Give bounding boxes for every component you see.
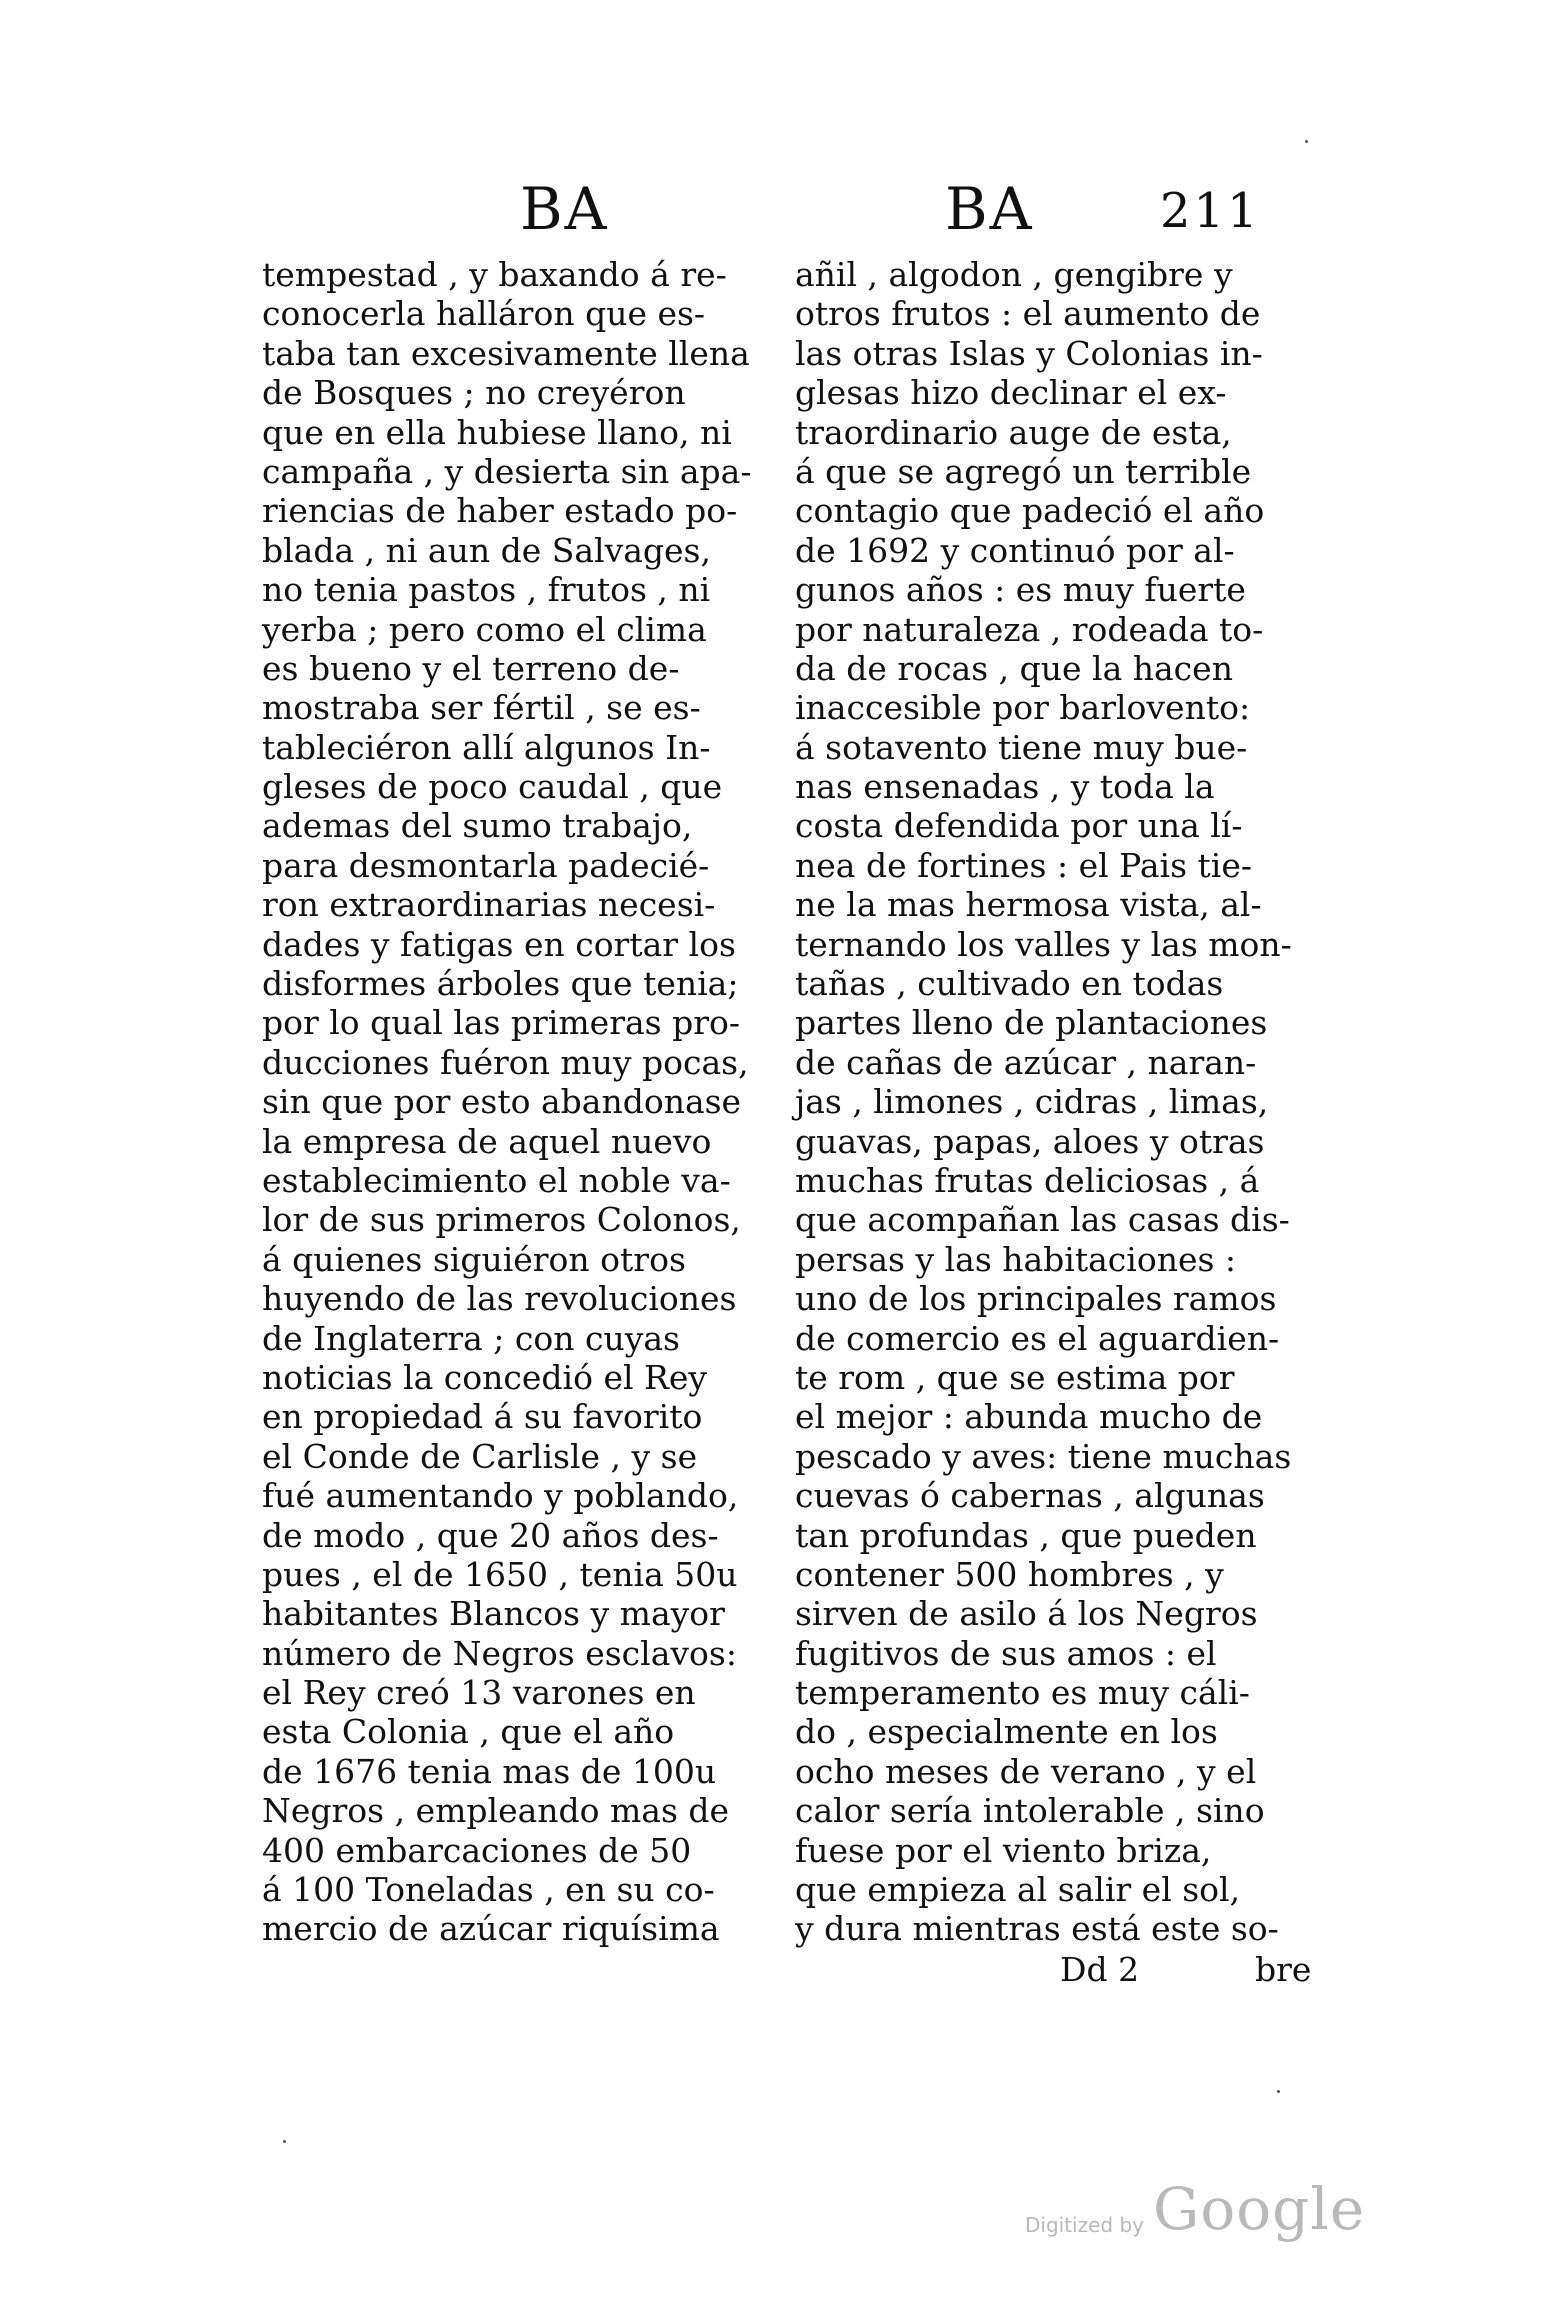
text-line: nea de fortines : el Pais tie- <box>795 845 1253 885</box>
text-line: do , especialmente en los <box>795 1712 1218 1752</box>
signature-mark: Dd 2 <box>1060 1950 1140 1989</box>
text-line: la empresa de aquel nuevo <box>262 1121 712 1161</box>
text-line: ducciones fuéron muy pocas, <box>262 1042 749 1082</box>
text-line: jas , limones , cidras , limas, <box>795 1082 1269 1122</box>
text-line: campaña , y desierta sin apa- <box>262 451 752 491</box>
right-running-head: BA <box>945 175 1034 243</box>
text-line: es bueno y el terreno de- <box>262 648 680 688</box>
text-line: persas y las habitaciones : <box>795 1239 1237 1279</box>
text-line: esta Colonia , que el año <box>262 1712 675 1752</box>
text-line: guavas, papas, aloes y otras <box>795 1121 1265 1161</box>
text-line: gunos años : es muy fuerte <box>795 570 1246 610</box>
text-line: taba tan excesivamente llena <box>262 333 750 373</box>
text-line: te rom , que se estima por <box>795 1357 1235 1397</box>
text-line: otros frutos : el aumento de <box>795 294 1261 334</box>
text-line: fuese por el viento briza, <box>795 1830 1212 1870</box>
text-line: calor sería intolerable , sino <box>795 1791 1265 1831</box>
text-line: disformes árboles que tenia; <box>262 964 739 1004</box>
text-line: partes lleno de plantaciones <box>795 1003 1268 1043</box>
text-line: Negros , empleando mas de <box>262 1791 730 1831</box>
text-line: da de rocas , que la hacen <box>795 648 1233 688</box>
text-line: dades y fatigas en cortar los <box>262 924 736 964</box>
text-line: temperamento es muy cáli- <box>795 1673 1250 1713</box>
text-line: sirven de asilo á los Negros <box>795 1594 1258 1634</box>
left-running-head: BA <box>520 175 609 243</box>
text-line: número de Negros esclavos: <box>262 1633 737 1673</box>
text-line: muchas frutas deliciosas , á <box>795 1160 1260 1200</box>
text-line: tañas , cultivado en todas <box>795 964 1224 1004</box>
text-line: de 1692 y continuó por al- <box>795 530 1235 570</box>
text-line: las otras Islas y Colonias in- <box>795 333 1263 373</box>
text-line: contagio que padeció el año <box>795 491 1265 531</box>
text-line: lor de sus primeros Colonos, <box>262 1200 741 1240</box>
text-line: fugitivos de sus amos : el <box>795 1633 1217 1673</box>
text-line: de Inglaterra ; con cuyas <box>262 1318 680 1358</box>
paper-speck <box>1277 2090 1280 2093</box>
text-line: sin que por esto abandonase <box>262 1082 742 1122</box>
text-line: noticias la concedió el Rey <box>262 1357 708 1397</box>
text-line: añil , algodon , gengibre y <box>795 255 1233 294</box>
text-line: el Conde de Carlisle , y se <box>262 1436 698 1476</box>
text-line: para desmontarla padecié- <box>262 845 710 885</box>
text-line: ne la mas hermosa vista, al- <box>795 885 1262 925</box>
text-line: establecimiento el noble va- <box>262 1160 731 1200</box>
text-line: por naturaleza , rodeada to- <box>795 609 1264 649</box>
text-line: de cañas de azúcar , naran- <box>795 1042 1257 1082</box>
text-line: de modo , que 20 años des- <box>262 1515 719 1555</box>
text-line: costa defendida por una lí- <box>795 806 1243 846</box>
text-line: riencias de haber estado po- <box>262 491 738 531</box>
text-line: no tenia pastos , frutos , ni <box>262 570 711 610</box>
text-line: ron extraordinarias necesi- <box>262 885 716 925</box>
text-line: de Bosques ; no creyéron <box>262 373 686 413</box>
text-line: pues , el de 1650 , tenia 50u <box>262 1554 738 1594</box>
text-line: que empieza al salir el sol, <box>795 1870 1241 1910</box>
text-line: ademas del sumo trabajo, <box>262 806 693 846</box>
text-line: ocho meses de verano , y el <box>795 1751 1257 1791</box>
text-line: por lo qual las primeras pro- <box>262 1003 740 1043</box>
text-line: inaccesible por barlovento: <box>795 688 1251 728</box>
right-text-column <box>795 255 1335 1949</box>
text-line: que acompañan las casas dis- <box>795 1200 1290 1240</box>
text-line: habitantes Blancos y mayor <box>262 1594 725 1634</box>
text-line: conocerla halláron que es- <box>262 294 706 334</box>
watermark-logo: Google <box>1153 2175 1366 2243</box>
text-line: en propiedad á su favorito <box>262 1397 703 1437</box>
catchword: bre <box>1255 1950 1312 1989</box>
paper-speck <box>283 2140 286 2143</box>
running-header <box>0 175 1551 255</box>
text-line: 400 embarcaciones de 50 <box>262 1830 692 1870</box>
left-text-column <box>262 255 792 1949</box>
text-line: de comercio es el aguardien- <box>795 1318 1280 1358</box>
text-line: tan profundas , que pueden <box>795 1515 1257 1555</box>
text-line: mercio de azúcar riquísima <box>262 1909 720 1949</box>
text-line: á sotavento tiene muy bue- <box>795 727 1248 767</box>
text-line: nas ensenadas , y toda la <box>795 767 1215 807</box>
text-line: mostraba ser fértil , se es- <box>262 688 701 728</box>
text-line: traordinario auge de esta, <box>795 412 1232 452</box>
text-line: yerba ; pero como el clima <box>262 609 707 649</box>
text-line: contener 500 hombres , y <box>795 1554 1224 1594</box>
page-number: 211 <box>1160 183 1261 239</box>
text-line: tableciéron allí algunos In- <box>262 727 711 767</box>
text-line: á que se agregó un terrible <box>795 451 1252 491</box>
text-line: uno de los principales ramos <box>795 1279 1277 1319</box>
text-line: ternando los valles y las mon- <box>795 924 1292 964</box>
text-line: y dura mientras está este so- <box>795 1909 1279 1949</box>
text-line: glesas hizo declinar el ex- <box>795 373 1227 413</box>
text-line: tempestad , y baxando á re- <box>262 255 727 294</box>
watermark-prefix: Digitized by <box>1025 2213 1144 2237</box>
text-line: á quienes siguiéron otros <box>262 1239 686 1279</box>
digitization-watermark <box>1025 2175 1366 2255</box>
text-line: á 100 Toneladas , en su co- <box>262 1870 715 1910</box>
page-footer <box>0 1950 1551 2000</box>
text-line: de 1676 tenia mas de 100u <box>262 1751 717 1791</box>
text-line: el mejor : abunda mucho de <box>795 1397 1263 1437</box>
text-line: el Rey creó 13 varones en <box>262 1673 696 1713</box>
paper-speck <box>1305 140 1308 143</box>
text-line: cuevas ó cabernas , algunas <box>795 1476 1265 1516</box>
text-line: huyendo de las revoluciones <box>262 1279 737 1319</box>
text-line: pescado y aves: tiene muchas <box>795 1436 1292 1476</box>
text-line: blada , ni aun de Salvages, <box>262 530 711 570</box>
text-line: fué aumentando y poblando, <box>262 1476 739 1516</box>
text-line: gleses de poco caudal , que <box>262 767 723 807</box>
text-line: que en ella hubiese llano, ni <box>262 412 732 452</box>
